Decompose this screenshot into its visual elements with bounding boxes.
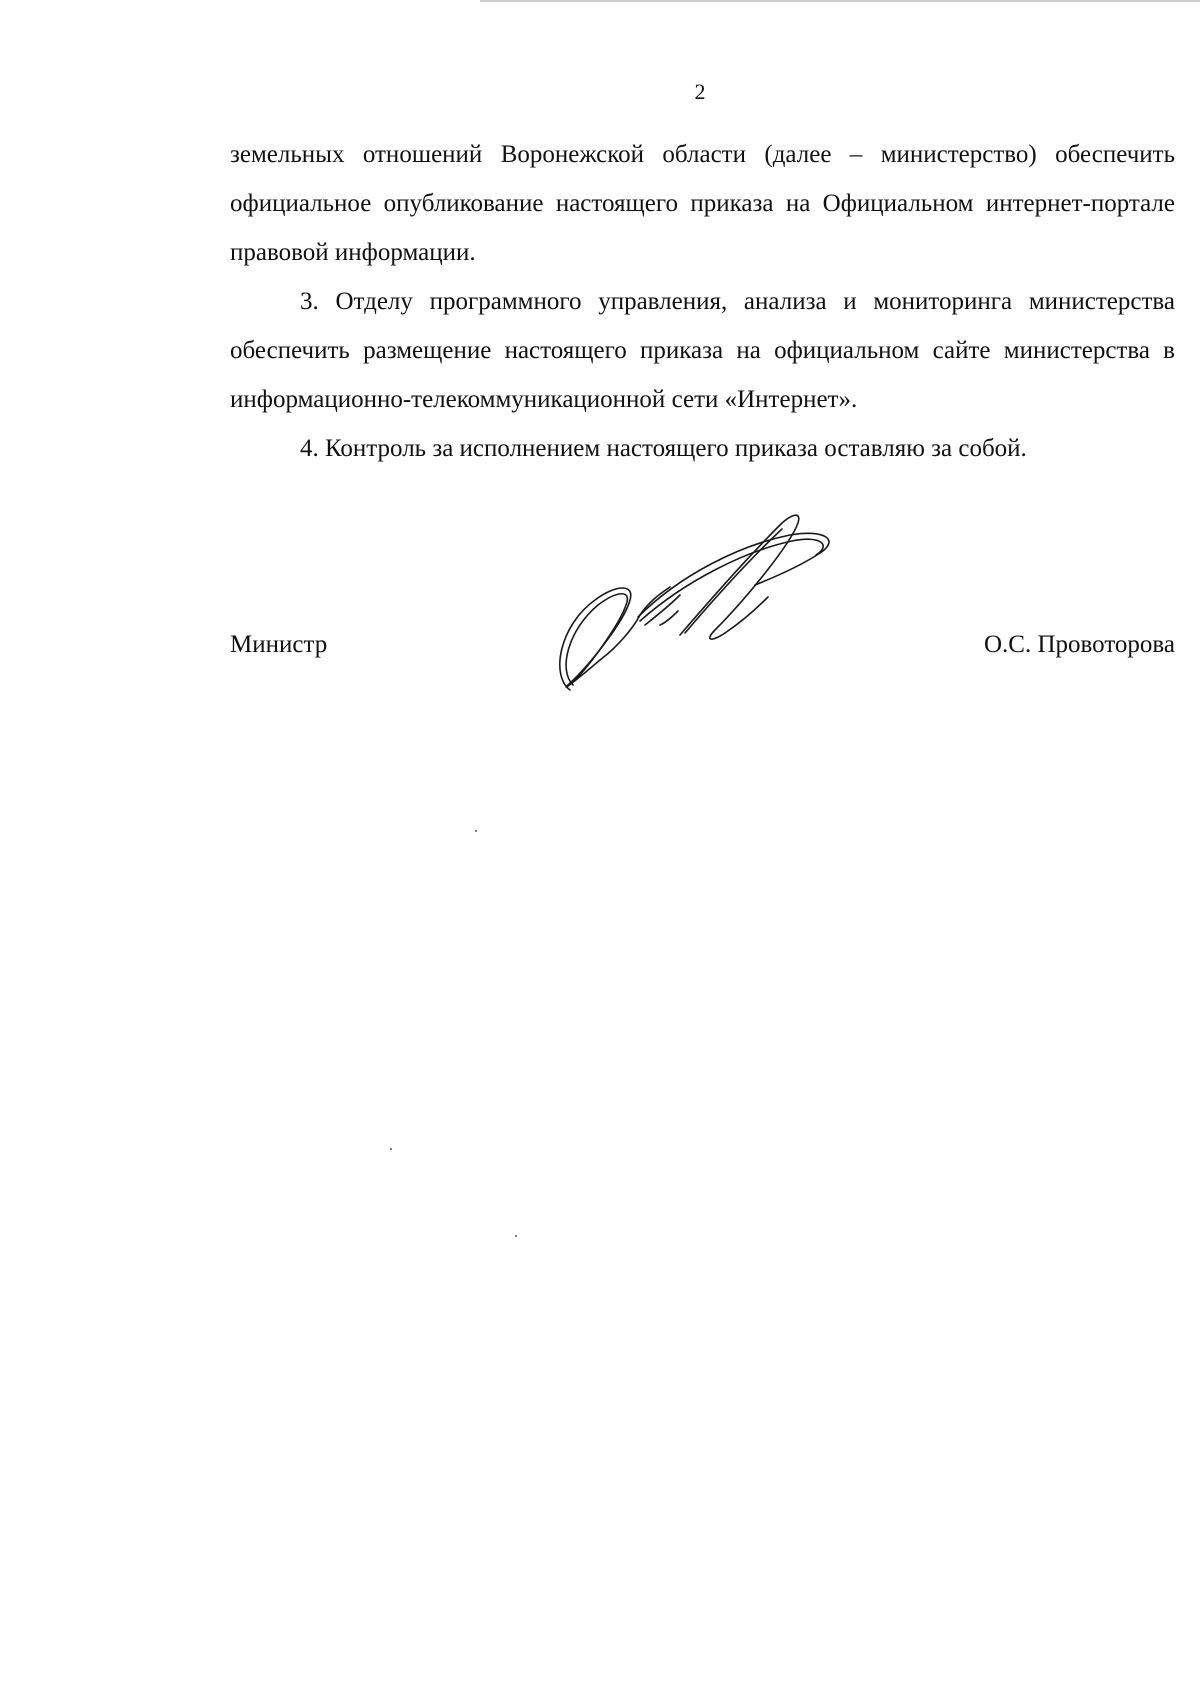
document-body	[230, 130, 1175, 473]
signature-block	[230, 625, 1175, 665]
scan-speck	[515, 1235, 517, 1237]
scan-speck	[475, 830, 477, 832]
handwritten-signature	[540, 505, 860, 705]
paragraph-item-4: 4. Контроль за исполнением настоящего приказа оставляю за собой.	[300, 435, 1027, 462]
scan-speck	[390, 1148, 392, 1150]
scan-edge-line	[480, 0, 1200, 2]
signatory-name: О.С. Провоторова	[983, 631, 1175, 658]
paragraph-item-3: 3. Отделу программного управления, анализа и мониторинга министерства обеспечить размещение настоящего приказа на официальном сайте министерства в информационно-телекоммуникационной сети «Интернет».	[230, 288, 1175, 413]
signatory-position: Министр	[230, 631, 328, 658]
page-number: 2	[694, 79, 706, 104]
paragraph-continuation: земельных отношений Воронежской области (далее – министерство) обеспечить официальное опубликование настоящего приказа на Официальном интернет-портале правовой информации.	[230, 141, 1175, 266]
